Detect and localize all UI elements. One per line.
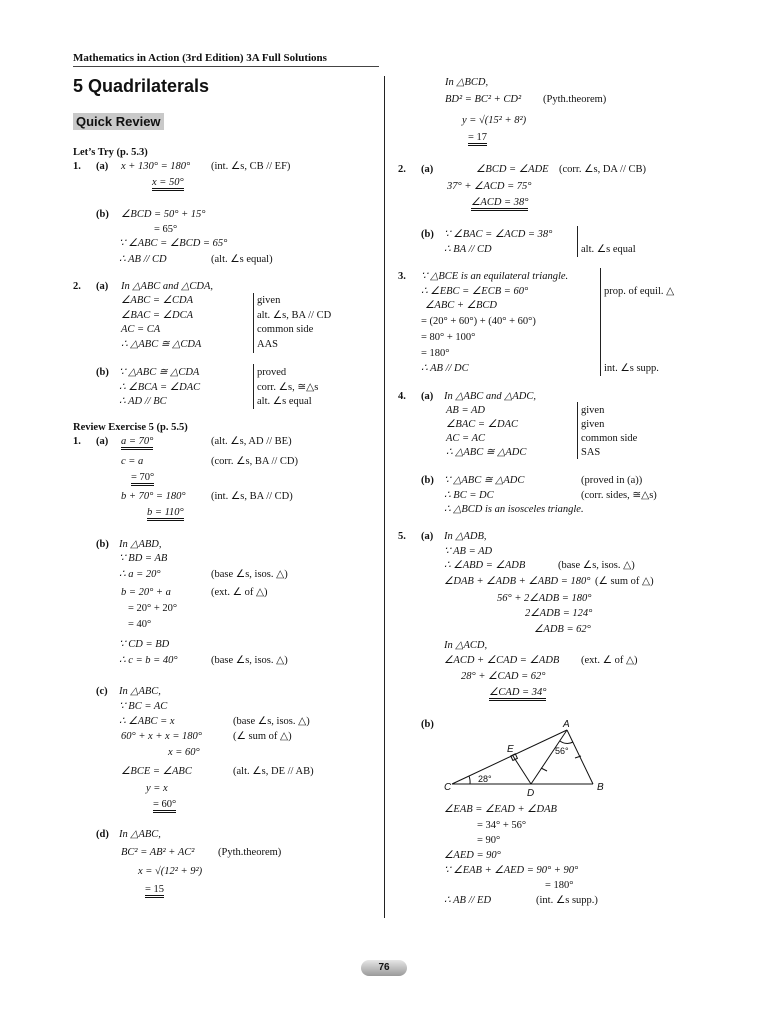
q-number: 2. — [73, 281, 81, 292]
proof-left: ∠BAC = ∠DCA — [121, 310, 193, 321]
reason: (∠ sum of △) — [595, 576, 654, 587]
answer: = 15 — [145, 884, 164, 898]
proof-reason: common side — [257, 324, 314, 335]
label-b: B — [597, 782, 604, 793]
math-line: 60° + x + x = 180° — [121, 731, 202, 742]
math-line: ∴ △BCD is an isosceles triangle. — [444, 504, 584, 515]
math-line: In △BCD, — [445, 77, 489, 88]
part-label: (b) — [421, 719, 434, 730]
answer: ∠ACD = 38° — [471, 197, 528, 211]
math-line — [152, 176, 184, 189]
proof-left: = 80° + 100° — [421, 332, 476, 343]
proof-reason: given — [257, 295, 281, 306]
math-line: ∴ ∠ABC = x — [119, 716, 175, 727]
reason: (int. ∠s, CB // EF) — [211, 161, 291, 172]
running-header: Mathematics in Action (3rd Edition) 3A Full Solutions — [73, 52, 327, 64]
proof-left: ∵ ∠BAC = ∠ACD = 38° — [444, 229, 553, 240]
q-number: 1. — [73, 436, 81, 447]
line-ca — [452, 730, 567, 784]
math-line: = 40° — [128, 619, 152, 630]
math-line: ∵ BD = AB — [119, 553, 168, 564]
part-label: (a) — [96, 161, 109, 172]
proof-reason: proved — [257, 367, 287, 378]
answer: = 70° — [131, 472, 154, 486]
part-label: (a) — [96, 436, 109, 447]
math-line: ∠DAB + ∠ADB + ∠ABD = 180° — [444, 576, 591, 587]
answer: = 60° — [153, 799, 176, 813]
math-line: c = a — [121, 456, 144, 467]
part-label: (a) — [421, 531, 434, 542]
reason: (proved in (a)) — [581, 475, 643, 486]
math-line: = 180° — [545, 880, 574, 891]
reason: (Pyth.theorem) — [543, 94, 607, 105]
math-line: ∠EAB = ∠EAD + ∠DAB — [444, 804, 557, 815]
math-line — [131, 471, 154, 484]
part-label: (a) — [96, 281, 109, 292]
math-line: ∴ a = 20° — [119, 569, 161, 580]
part-label: (b) — [96, 367, 109, 378]
math-line: ∴ AB // ED — [444, 895, 492, 906]
proof-reason: corr. ∠s, ≅△s — [257, 382, 319, 393]
math-line: x = √(12² + 9²) — [138, 866, 203, 877]
math-line: BC² = AB² + AC² — [121, 847, 195, 858]
reason: (base ∠s, isos. △) — [558, 560, 635, 571]
proof-left: ∠BAC = ∠DAC — [446, 419, 518, 430]
math-line: 2∠ADB = 124° — [525, 608, 593, 619]
part-label: (c) — [96, 686, 108, 697]
answer: = 17 — [468, 132, 487, 146]
math-line: 56° + 2∠ADB = 180° — [497, 593, 592, 604]
math-line: ∵ AB = AD — [444, 546, 493, 557]
proof-divider — [577, 226, 578, 257]
math-line: ∴ ∠ABD = ∠ADB — [444, 560, 526, 571]
part-label: (b) — [421, 475, 434, 486]
answer: ∠CAD = 34° — [489, 687, 546, 701]
proof-left: ∵ △BCE is an equilateral triangle. — [421, 271, 569, 282]
proof-left: ∵ △ABC ≅ △CDA — [119, 367, 200, 378]
tick-ad — [541, 768, 547, 771]
reason: (int. ∠s supp.) — [536, 895, 598, 906]
math-line: ∴ AB // CD — [119, 254, 167, 265]
proof-left: ∠ABC + ∠BCD — [425, 300, 497, 311]
math-line — [471, 196, 528, 209]
reason: (base ∠s, isos. △) — [211, 655, 288, 666]
proof-left: ∴ AB // DC — [421, 363, 469, 374]
review-heading: Review Exercise 5 (p. 5.5) — [73, 422, 188, 433]
math-line: 37° + ∠ACD = 75° — [447, 181, 532, 192]
math-line: ∠BCE = ∠ABC — [121, 766, 192, 777]
proof-left: ∴ △ABC ≅ △ADC — [446, 447, 527, 458]
reason: (alt. ∠s, DE // AB) — [233, 766, 314, 777]
math-line: x + 130° = 180° — [121, 161, 191, 172]
proof-reason: alt. ∠s equal — [581, 244, 636, 255]
label-28: 28° — [478, 774, 492, 784]
q-number: 4. — [398, 391, 406, 402]
proof-reason: common side — [581, 433, 638, 444]
math-line — [489, 686, 546, 699]
label-d: D — [527, 788, 535, 799]
math-line: ∵ CD = BD — [119, 639, 170, 650]
math-line: ∠BCD = 50° + 15° — [121, 209, 206, 220]
part-label: (a) — [421, 164, 434, 175]
math-line: y = √(15² + 8²) — [462, 115, 527, 126]
quadrilateral-figure — [440, 716, 620, 802]
reason: (alt. ∠s equal) — [211, 254, 273, 265]
proof-reason: SAS — [581, 447, 601, 458]
proof-left: ∴ ∠BCA = ∠DAC — [119, 382, 201, 393]
chapter-title: 5 Quadrilaterals — [73, 76, 210, 96]
math-line: = 34° + 56° — [477, 820, 527, 831]
math-line: = 90° — [477, 835, 501, 846]
section-quick-review: Quick Review — [73, 113, 164, 130]
proof-left: ∠ABC = ∠CDA — [121, 295, 193, 306]
math-line: ∵ BC = AC — [119, 701, 168, 712]
proof-divider — [253, 293, 254, 353]
proof-divider — [600, 268, 601, 376]
math-line — [147, 506, 184, 519]
math-line: ∵ ∠ABC = ∠BCD = 65° — [119, 238, 228, 249]
proof-left: AC = AC — [446, 433, 485, 444]
proof-left: AB = AD — [446, 405, 485, 416]
answer: x = 50° — [152, 177, 184, 191]
math-line — [468, 131, 487, 144]
math-line — [121, 435, 153, 448]
answer: a = 70° — [121, 436, 153, 450]
part-label: (a) — [421, 391, 434, 402]
line-ab — [567, 730, 593, 784]
proof-reason: AAS — [257, 339, 279, 350]
reason: (base ∠s, isos. △) — [211, 569, 288, 580]
label-56: 56° — [555, 746, 569, 756]
part-label: (b) — [96, 209, 109, 220]
label-c: C — [444, 782, 452, 793]
math-line: b + 70° = 180° — [121, 491, 186, 502]
q-number: 3. — [398, 271, 406, 282]
reason: (∠ sum of △) — [233, 731, 292, 742]
line-ed — [513, 756, 531, 784]
math-line: ∴ BC = DC — [444, 490, 494, 501]
math-line: ∠ADB = 62° — [534, 624, 591, 635]
reason: (alt. ∠s, AD // BE) — [211, 436, 292, 447]
proof-reason: given — [581, 405, 605, 416]
math-line: ∠ACD + ∠CAD = ∠ADB — [444, 655, 560, 666]
math-line: = 20° + 20° — [128, 603, 178, 614]
part-label: (b) — [421, 229, 434, 240]
math-line: In △ADB, — [444, 531, 487, 542]
math-line: In △ABC and △CDA, — [121, 281, 213, 292]
reason: (ext. ∠ of △) — [211, 587, 268, 598]
math-line: ∠AED = 90° — [444, 850, 501, 861]
proof-left: ∴ AD // BC — [119, 396, 167, 407]
proof-divider — [577, 402, 578, 459]
math-line: ∴ c = b = 40° — [119, 655, 178, 666]
proof-reason: alt. ∠s equal — [257, 396, 312, 407]
math-line: y = x — [146, 783, 168, 794]
math-line: BD² = BC² + CD² — [445, 94, 522, 105]
lets-try-heading: Let’s Try (p. 5.3) — [73, 147, 148, 158]
math-line: In △ABC, — [119, 686, 161, 697]
reason: (corr. ∠s, BA // CD) — [211, 456, 298, 467]
math-line: ∠BCD = ∠ADE — [476, 164, 549, 175]
proof-reason: alt. ∠s, BA // CD — [257, 310, 332, 321]
header-rule — [73, 66, 379, 67]
proof-left: ∴ ∠EBC = ∠ECB = 60° — [421, 286, 529, 297]
proof-left: AC = CA — [121, 324, 161, 335]
math-line: b = 20° + a — [121, 587, 171, 598]
proof-reason: prop. of equil. △ — [604, 286, 675, 297]
math-line: 28° + ∠CAD = 62° — [461, 671, 546, 682]
reason: (ext. ∠ of △) — [581, 655, 638, 666]
reason: (base ∠s, isos. △) — [233, 716, 310, 727]
q-number: 5. — [398, 531, 406, 542]
math-line — [145, 883, 164, 896]
math-line: In △ABD, — [119, 539, 162, 550]
math-line: ∵ ∠EAB + ∠AED = 90° + 90° — [444, 865, 579, 876]
math-line — [153, 798, 176, 811]
answer: b = 110° — [147, 507, 184, 521]
proof-reason: given — [581, 419, 605, 430]
math-line: In △ABC and △ADC, — [444, 391, 536, 402]
proof-divider — [253, 364, 254, 409]
label-a: A — [563, 719, 570, 730]
reason: (Pyth.theorem) — [218, 847, 282, 858]
angle-arc-56 — [560, 741, 573, 743]
proof-reason: int. ∠s supp. — [604, 363, 659, 374]
q-number: 1. — [73, 161, 81, 172]
proof-left: ∴ △ABC ≅ △CDA — [121, 339, 202, 350]
column-divider — [384, 76, 385, 918]
math-line: In △ACD, — [444, 640, 488, 651]
math-line: x = 60° — [168, 747, 200, 758]
math-line: In △ABC, — [119, 829, 161, 840]
reason: (int. ∠s, BA // CD) — [211, 491, 293, 502]
part-label: (d) — [96, 829, 109, 840]
page-number: 76 — [361, 960, 407, 976]
reason: (corr. sides, ≅△s) — [581, 490, 657, 501]
label-e: E — [507, 744, 514, 755]
proof-left: ∴ BA // CD — [444, 244, 492, 255]
angle-arc-28 — [469, 776, 470, 784]
proof-left: = (20° + 60°) + (40° + 60°) — [421, 316, 536, 327]
q-number: 2. — [398, 164, 406, 175]
proof-left: = 180° — [421, 348, 450, 359]
math-line: = 65° — [154, 224, 178, 235]
reason: (corr. ∠s, DA // CB) — [559, 164, 646, 175]
part-label: (b) — [96, 539, 109, 550]
math-line: ∵ △ABC ≅ △ADC — [444, 475, 525, 486]
